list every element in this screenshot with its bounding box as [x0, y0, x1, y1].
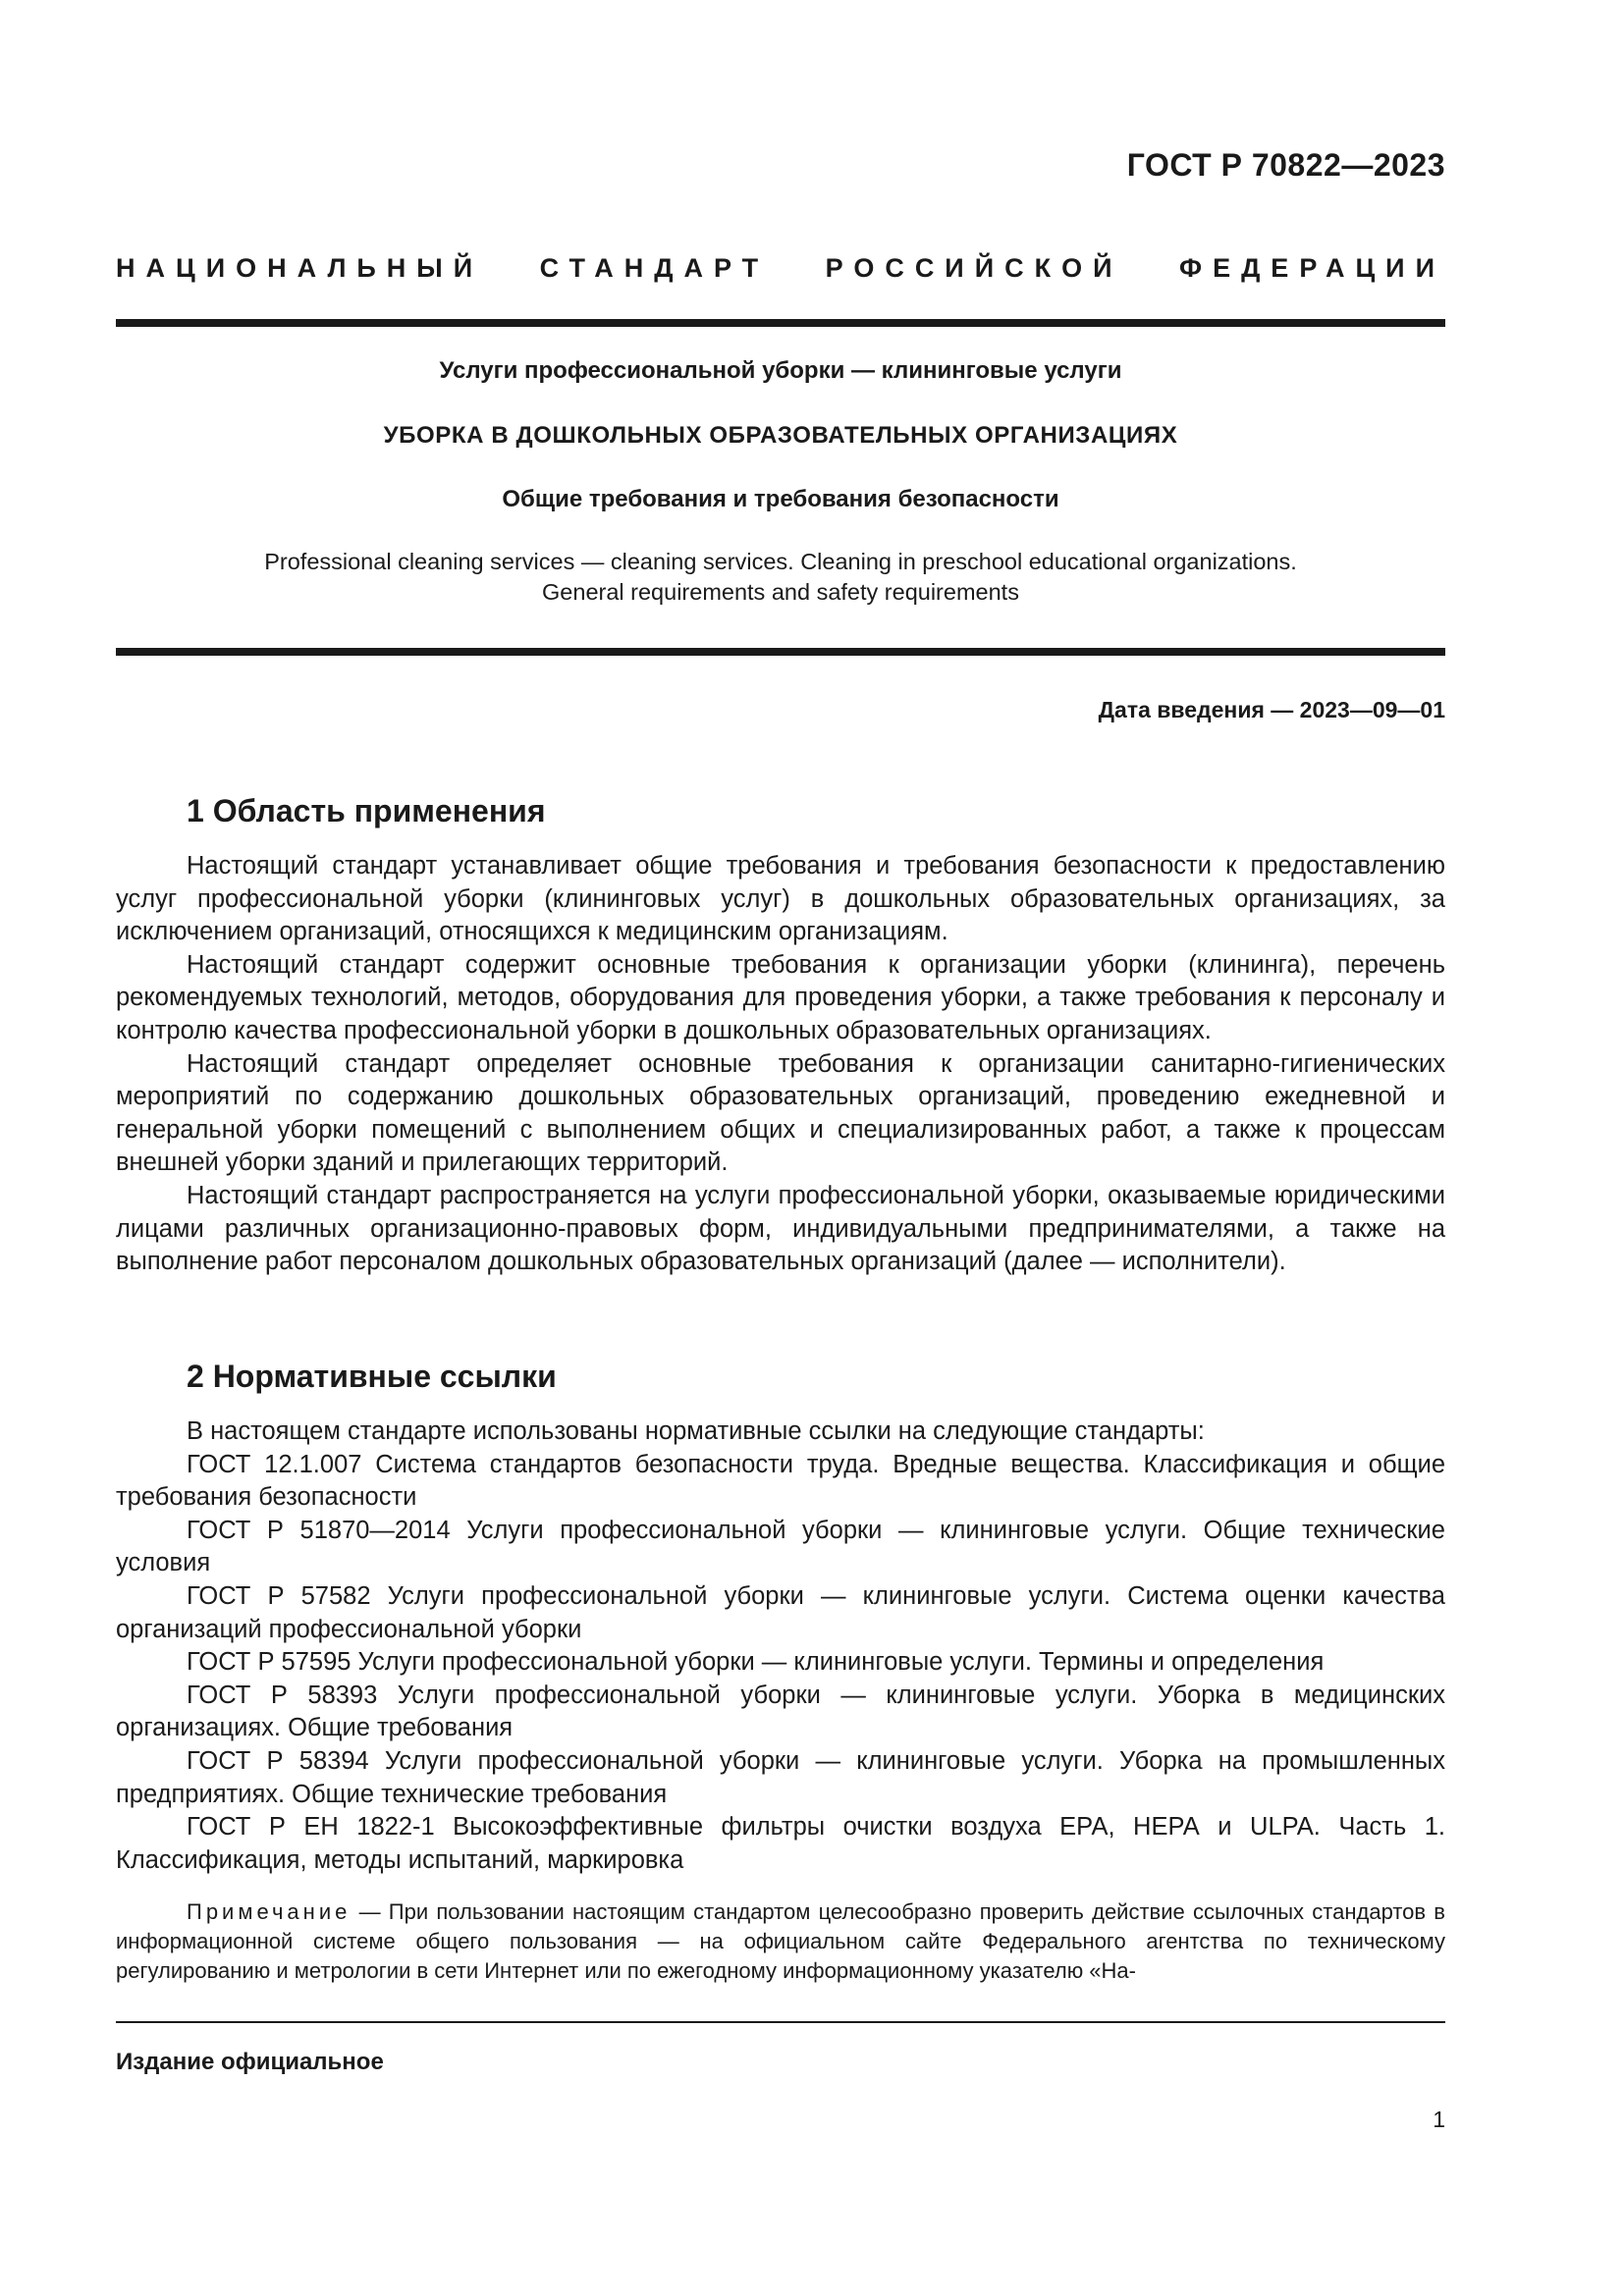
top-rule: [116, 319, 1445, 327]
reference-item: ГОСТ Р 58394 Услуги профессиональной уборки — клининговые услуги. Уборка на промышленных предприятиях. Общие технические требования: [116, 1746, 1445, 1808]
reference-item: ГОСТ Р 51870—2014 Услуги профессиональной уборки — клининговые услуги. Общие технические условия: [116, 1516, 1445, 1577]
reference-item: ГОСТ Р 58393 Услуги профессиональной уборки — клининговые услуги. Уборка в медицинских организациях. Общие требования: [116, 1681, 1445, 1742]
english-title-line-1: Professional cleaning services — cleaning services. Cleaning in preschool educational organizations.: [264, 549, 1297, 574]
title-line-3: Общие требования и требования безопасности: [502, 486, 1059, 512]
reference-item: ГОСТ 12.1.007 Система стандартов безопасности труда. Вредные вещества. Классификация и общие требования безопасности: [116, 1450, 1445, 1512]
section-1-body: [116, 850, 1445, 1279]
section-1-paragraph: Настоящий стандарт устанавливает общие требования и требования безопасности к предоставлению услуг профессиональной уборки (клининговых услуг) в дошкольных образовательных организациях, за исключением организаций, относящихся к медицинским организациям.: [116, 852, 1445, 946]
standard-number: ГОСТ Р 70822—2023: [1126, 147, 1445, 183]
footer-rule: [116, 2021, 1445, 2023]
introduction-date: Дата введения — 2023—09—01: [1098, 697, 1445, 722]
title-line-1: Услуги профессиональной уборки — клининговые услуги: [439, 357, 1122, 384]
page-number: 1: [1433, 2107, 1445, 2132]
reference-item: ГОСТ Р ЕН 1822-1 Высокоэффективные фильтры очистки воздуха ЕРА, НЕРА и ULPA. Часть 1. Классификация, методы испытаний, маркировка: [116, 1813, 1445, 1874]
reference-item: ГОСТ Р 57582 Услуги профессиональной уборки — клининговые услуги. Система оценки качества организаций профессиональной уборки: [116, 1581, 1445, 1643]
title-bottom-rule: [116, 648, 1445, 656]
section-2-body: [116, 1415, 1445, 1877]
note-text: — При пользовании настоящим стандартом целесообразно проверить действие ссылочных стандартов в информационной системе общего пользования — на официальном сайте Федерального агентства по техническому регулированию и метрологии в сети Интернет или по ежегодному информационному указателю «На-: [116, 1899, 1445, 1983]
note-paragraph: [116, 1897, 1445, 1986]
national-standard-banner: НАЦИОНАЛЬНЫЙ СТАНДАРТ РОССИЙСКОЙ ФЕДЕРАЦИИ: [116, 253, 1445, 283]
official-edition-label: Издание официальное: [116, 2049, 384, 2075]
note-block: [116, 1897, 1445, 1986]
section-2-paragraph: В настоящем стандарте использованы нормативные ссылки на следующие стандарты:: [187, 1417, 1205, 1445]
section-1-paragraph: Настоящий стандарт определяет основные требования к организации санитарно-гигиенических мероприятий по содержанию дошкольных образовательных организаций, проведению ежедневной и генеральной уборки помещений с выполнением общих и специализированных работ, а также к процессам внешней уборки зданий и прилегающих территорий.: [116, 1049, 1445, 1177]
section-1-paragraph: Настоящий стандарт содержит основные требования к организации уборки (клининга), перечень рекомендуемых технологий, методов, оборудования для проведения уборки, а также требования к персоналу и контролю качества профессиональной уборки в дошкольных образовательных организациях.: [116, 950, 1445, 1044]
section-1-heading: 1 Область применения: [187, 793, 546, 828]
english-title-line-2: General requirements and safety requirements: [542, 579, 1019, 605]
section-1-paragraph: Настоящий стандарт распространяется на услуги профессиональной уборки, оказываемые юридическими лицами различных организационно-правовых форм, индивидуальными предпринимателями, а также на выполнение работ персоналом дошкольных образовательных организаций (далее — исполнители).: [116, 1181, 1445, 1276]
english-title: [116, 547, 1445, 608]
reference-item: ГОСТ Р 57595 Услуги профессиональной уборки — клининговые услуги. Термины и определения: [187, 1648, 1325, 1677]
title-line-2: УБОРКА В ДОШКОЛЬНЫХ ОБРАЗОВАТЕЛЬНЫХ ОРГАНИЗАЦИЯХ: [383, 422, 1178, 449]
section-2-heading: 2 Нормативные ссылки: [187, 1359, 557, 1394]
note-label: Примечание: [187, 1899, 352, 1924]
